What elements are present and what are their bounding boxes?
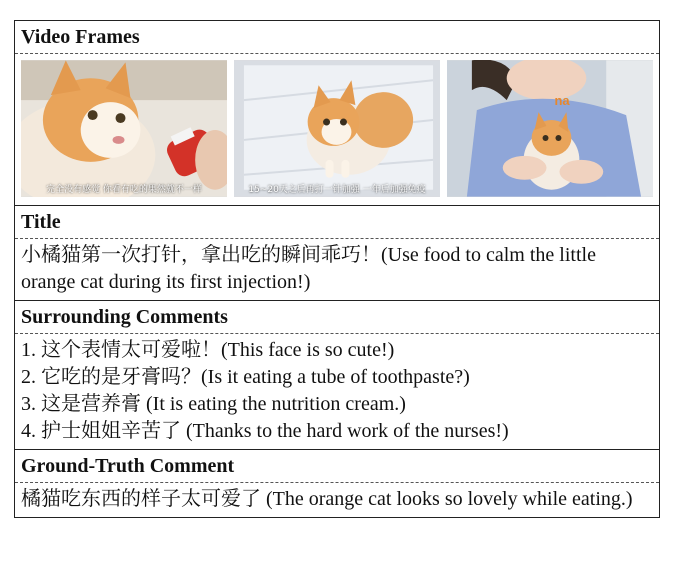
figure-table [14,20,660,518]
ground-truth-heading: Ground-Truth Comment [15,450,659,483]
comment-item: 3. 这是营养膏 (It is eating the nutrition cream.) [21,393,406,415]
video-frame-1 [21,60,227,197]
comments-heading: Surrounding Comments [15,301,659,334]
frame-1-subtitle: 完全没有感觉 你看有吃的果然就不一样 [46,185,202,195]
video-frames-heading: Video Frames [15,21,659,54]
comment-item: 2. 它吃的是牙膏吗？(Is it eating a tube of toothpaste?) [21,366,470,388]
cat-on-pad-image [234,60,440,197]
ground-truth-text: 橘猫吃东西的样子太可爱了 (The orange cat looks so lovely while eating.) [21,488,633,510]
comment-item: 4. 护士姐姐辛苦了 (Thanks to the hard work of the nurses!) [21,420,509,442]
comments-section [15,300,659,449]
video-frame-3 [447,60,653,197]
title-text: 小橘猫第一次打针，拿出吃的瞬间乖巧！(Use food to calm the little orange cat during its first injection!) [21,244,596,293]
comments-list [15,334,659,449]
uniform-logo: na [554,93,570,109]
title-heading: Title [15,206,659,239]
cat-eating-image [21,60,227,197]
comment-item: 1. 这个表情太可爱啦！(This face is so cute!) [21,339,395,361]
nurse-holding-cat-image [447,60,653,197]
ground-truth-section [15,449,659,517]
title-section [15,205,659,300]
frame-2-subtitle: 15~20天之后再打一针加强 一年后加强免疫 [248,185,426,195]
video-frame-2 [234,60,440,197]
video-frames-section [15,21,659,205]
video-frames-row [15,54,659,205]
